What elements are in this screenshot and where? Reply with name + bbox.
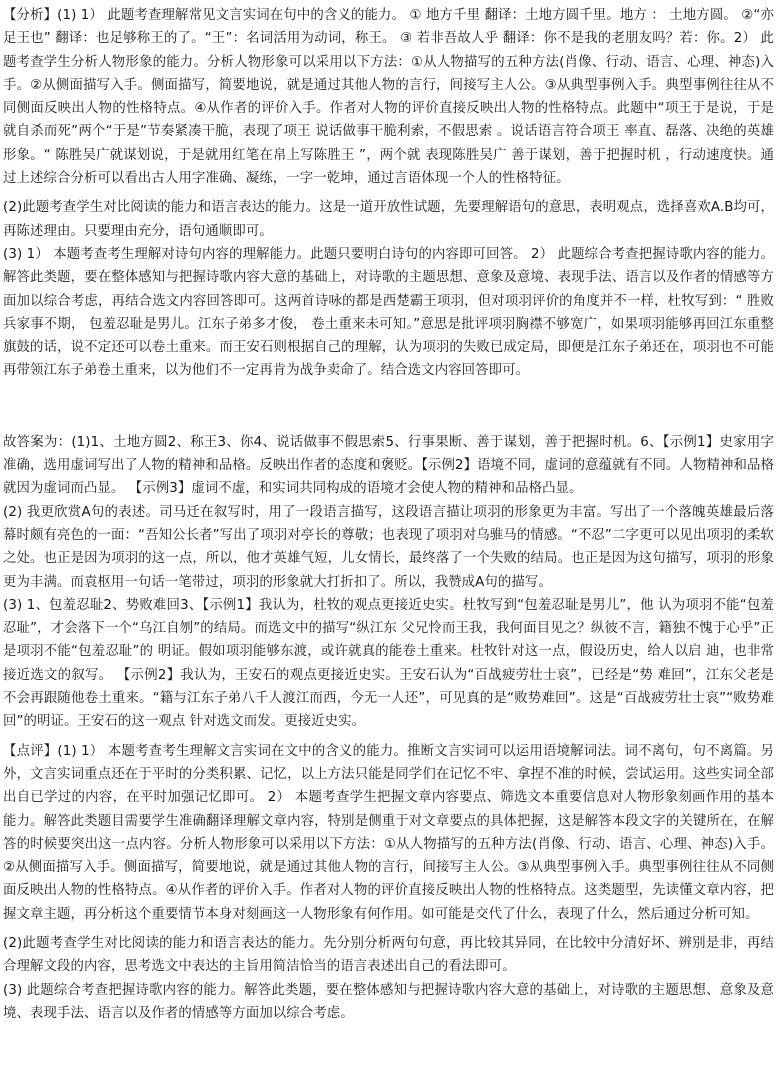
- analysis-paragraph-2: (2)此题考查学生对比阅读的能力和语言表达的能力。这是一道开放性试题，先要理解语句的意思，表明观点，选择喜欢A.B均可，再陈述理由。只要理由充分，语句通顺即可。: [3, 200, 774, 239]
- comment-paragraph-3: (3) 此题综合考查把握诗歌内容的能力。解答此类题，要在整体感知与把握诗歌内容大意的基础上，对诗歌的主题思想、意象及意境、表现手法、语言以及作者的情感等方面加以综合考虑。: [3, 982, 774, 1021]
- answer-paragraph-3: (3) 1、包羞忍耻2、势败难回3、【示例1】我认为，杜牧的观点更接近史实。杜牧写到“包羞忍耻是男儿”，他 认为项羽不能“包羞忍耻”，才会落下一个“乌江自刎”的结局。而选文中的描写“纵江东 父兄怜而王我，我何面目见之？纵彼不言，籍独不愧于心乎”正是项羽不能“包羞忍耻”的 明证。假如项羽能够东渡，或许就真的能卷土重来。杜牧针对这一点，假设历史，给人以启 迪，也非常接近选文的叙写。 【示例2】我认为，王安石的观点更接近史实。王安石认为“百战疲劳壮士哀”，已经是“势 难回”，江东父老是不会再跟随他卷土重来。“籍与江东子弟八千人渡江而西，今无一人还”，可见真的是“败势难回”。这是“百战疲劳壮士哀”“败势难回”的明证。王安石的这一观点 针对选文而发。更接近史实。: [3, 597, 774, 730]
- answer-section: [3, 431, 774, 734]
- analysis-paragraph-1: 【分析】(1) 1） 此题考查理解常见文言实词在句中的含义的能力。 ① 地方千里 翻译：土地方圆千里。地方 ： 土地方圆。 ②“亦足王也” 翻译：也足够称王的了。“王”：名词活用为动词，称王。 ③ 若非吾故人乎 翻译：你不是我的老朋友吗？若：你。2） 此题考查学生分析人物形象的能力。分析人物形象可以采用以下方法：①从人物描写的五种方法(肖像、行动、语言、心理、神态)入手。②从侧面描写入手。侧面描写，简要地说，就是通过其他人物的言行，间接写主人公。③从典型事例入手。典型事例往往从不同侧面反映出人物的性格特点。④从作者的评价入手。作者对人物的评价直接反映出人物的性格特点。此题中“项王于是说，于是就自杀而死”两个“于是”节奏紧凑干脆，表现了项王 说话做事干脆利索，不假思索 。说话语言符合项王 率直、磊落、决绝的英雄形象。“ 陈胜吴广就谋划说，于是就用红笔在帛上写陈胜王 ”，两个就 表现陈胜吴广 善于谋划，善于把握时机 ，行动速度快。通过上述综合分析可以看出古人用字准确、凝练，一字一乾坤，通过言语体现一个人的性格特征。: [3, 8, 774, 187]
- comment-section: [3, 740, 774, 1026]
- analysis-paragraph-3: (3) 1） 本题考查考生理解对诗句内容的理解能力。此题只要明白诗句的内容即可回答。 2） 此题综合考查把握诗歌内容的能力。解答此类题，要在整体感知与把握诗歌内容大意的基础上，对诗歌的主题思想、意象及意境、表现手法、语言以及作者的情感等方面加以综合考虑，再结合选文内容回答即可。这两首诗咏的都是西楚霸王项羽，但对项羽评价的角度并不一样，杜牧写到：“ 胜败兵家事不期， 包羞忍耻是男儿。江东子弟多才俊， 卷土重来未可知。”意思是批评项羽胸襟不够宽广，如果项羽能够再回江东重整旗鼓的话，说不定还可以卷土重来。而王安石则根据自己的理解，认为项羽的失败已成定局，即便是江东子弟还在，项羽也不可能再带领江东子弟卷土重来，以为他们不一定再肯为战争卖命了。结合选文内容回答即可。: [3, 246, 774, 379]
- section-spacer: [3, 383, 774, 431]
- comment-paragraph-2: (2)此题考查学生对比阅读的能力和语言表达的能力。先分别分析两句句意，再比较其异同，在比较中分清好坏、辨别是非，再结合理解文段的内容，思考选文中表达的主旨用简洁恰当的语言表述出自己的看法即可。: [3, 935, 774, 975]
- analysis-section: [3, 4, 774, 383]
- answer-paragraph-2: (2) 我更欣赏A句的表述。司马迁在叙写时，用了一段语言描写，这段语言描让项羽的形象更为丰富。写出了一个落魄英雄最后落幕时颇有亮色的一面：“吾知公长者”写出了项羽对亭长的尊敬；也表现了项羽对乌骓马的情感。“不忍”二字更可以见出项羽的柔软之处。也正是因为项羽的这一点，所以，他才英雄气短，儿女情长，最终落了一个失败的结局。也正是因为这句描写，项羽的形象更为丰满。而袁枢用一句话一笔带过，项羽的形象就大打折扣了。所以，我赞成A句的描写。: [3, 504, 774, 590]
- answer-paragraph-1: 故答案为：(1)1、土地方圆2、称王3、你4、说话做事不假思索5、行事果断、善于谋划，善于把握时机。6、【示例1】史家用字准确，选用虚词写出了人物的精神和品格。反映出作者的态度和褒贬。【示例2】语境不同，虚词的意蕴就有不同。人物精神和品格就因为虚词而凸显。 【示例3】虚词不虚，和实词共同构成的语境才会使人物的精神和品格凸显。: [3, 434, 774, 497]
- comment-paragraph-1: 【点评】(1) 1） 本题考查考生理解文言实词在文中的含义的能力。推断文言实词可以运用语境解词法。词不离句，句不离篇。另外，文言实词重点还在于平时的分类积累、记忆，以上方法只能是同学们在记忆不牢、拿捏不准的时候，尝试运用。这些实词全部出自已学过的内容，在平时加强记忆即可。 2） 本题考查学生把握文章内容要点、筛选文本重要信息对人物形象刻画作用的基本能力。解答此类题目需要学生准确翻译理解文章内容，特别是侧重于对文章要点的具体把握，这是解答本段文字的关键所在，在解答的时候要突出这一点内容。分析人物形象可以采用以下方法：①从人物描写的五种方法(肖像、行动、语言、心理、神态)入手。②从侧面描写入手。侧面描写，简要地说，就是通过其他人物的言行，间接写主人公。③从典型事例入手。典型事例往往从不同侧面反映出人物的性格特点。④从作者的评价入手。作者对人物的评价直接反映出人物的性格特点。这类题型，先读懂文章内容，把握文章主题，再分析这个重要情节本身对刻画这一人物形象有何作用。如可能是交代了什么，表现了什么，然后通过分析可知。: [3, 743, 774, 922]
